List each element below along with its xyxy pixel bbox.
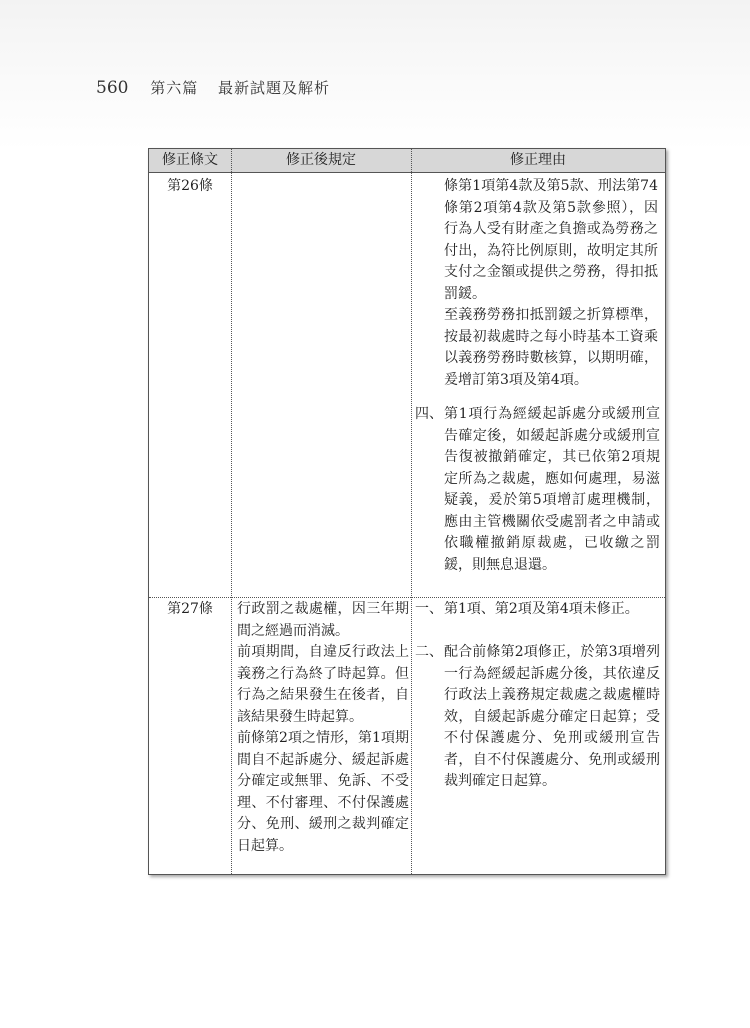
page-header (96, 77, 330, 98)
article-number: 第27條 (167, 601, 213, 617)
item-text: 第1項、第2項及第4項未修正。 (444, 601, 639, 617)
reason-item (415, 599, 660, 621)
column-header-new-rule: 修正後規定 (286, 152, 356, 168)
item-marker: 一、 (415, 601, 443, 617)
item-text: 配合前條第2項修正，於第3項增列一行為經緩起訴處分後，其依違反行政法上義務規定裁處之裁處權時效，自緩起訴處分確定日起算；受不付保護處分、免刑或緩刑宣告者，自不付保護處分、免刑或緩刑裁判確定日起算。 (444, 644, 660, 789)
table-header (149, 149, 665, 173)
part-label: 第六篇 (150, 79, 199, 97)
column-header-reason: 修正理由 (510, 152, 566, 168)
column-divider (411, 149, 412, 874)
row-divider (149, 597, 665, 598)
item-text: 第1項行為經緩起訴處分或緩刑宣告確定後，如緩起訴處分或緩刑宣告復被撤銷確定，其已依第2項規定所為之裁處，應如何處理，易滋疑義，爰於第5項增訂處理機制，應由主管機關依受處罰者之申請或依職權撤銷原裁處，已收繳之罰鍰，則無息退還。 (444, 406, 660, 573)
page-number: 560 (96, 78, 129, 98)
rule-paragraph: 行政罰之裁處權，因三年期間之經過而消滅。 (237, 601, 409, 639)
reason-paragraph: 至義務勞務扣抵罰鍰之折算標準，按最初裁處時之每小時基本工資乘以義務勞務時數核算，以期明確，爰增訂第3項及第4項。 (444, 307, 658, 388)
column-header-article: 修正條文 (162, 152, 218, 168)
rule-paragraph: 前項期間，自違反行政法上義務之行為終了時起算。但行為之結果發生在後者，自該結果發生時起算。 (237, 644, 409, 725)
rule-paragraph: 前條第2項之情形，第1項期間自不起訴處分、緩起訴處分確定或無罪、免訴、不受理、不付審理、不付保護處分、免刑、緩刑之裁判確定日起算。 (237, 730, 409, 854)
reason-paragraph: 條第1項第4款及第5款、刑法第74條第2項第4款及第5款參照），因行為人受有財產之負擔或為勞務之付出，為符比例原則，故明定其所支付之金額或提供之勞務，得扣抵罰鍰。 (444, 178, 658, 302)
amendment-table (148, 148, 666, 875)
article-number: 第26條 (167, 178, 213, 194)
reason-continuation (444, 176, 658, 391)
reason-item (415, 642, 660, 793)
reason-item (415, 404, 660, 576)
new-rule-text (237, 599, 409, 857)
page-background (0, 0, 750, 150)
item-marker: 二、 (415, 644, 443, 660)
section-title: 最新試題及解析 (218, 79, 331, 97)
column-divider (231, 149, 232, 874)
item-marker: 四、 (415, 406, 443, 422)
